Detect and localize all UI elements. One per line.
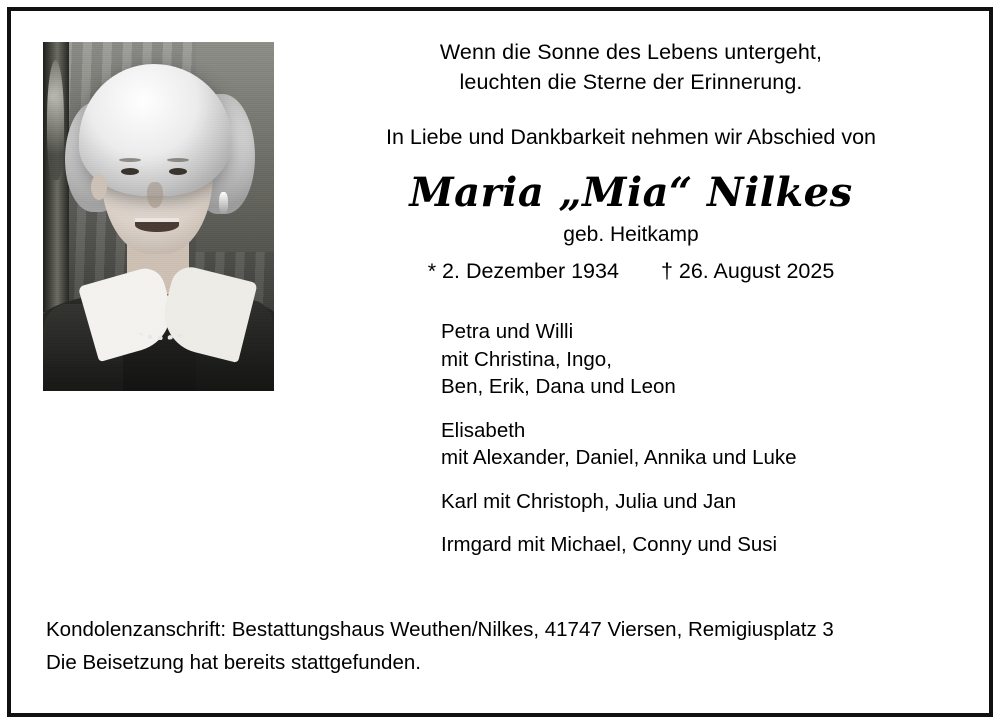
photo-grain-overlay [43, 42, 274, 391]
funeral-note: Die Beisetzung hat bereits stattgefunden. [46, 651, 421, 674]
family-line: Elisabeth [441, 418, 526, 442]
memorial-verse [301, 37, 961, 97]
family-group [441, 531, 961, 559]
family-line: Karl mit Christoph, Julia und Jan [441, 489, 737, 513]
family-list [301, 318, 961, 559]
family-line: Petra und Willi [441, 320, 574, 343]
condolence-address: Kondolenzanschrift: Bestattungshaus Weuthen/Nilkes, 41747 Viersen, Remigiusplatz 3 [46, 618, 834, 641]
footer-info [46, 613, 956, 679]
life-dates [301, 259, 961, 284]
family-line: Irmgard mit Michael, Conny und Susi [441, 533, 778, 556]
text-column [301, 37, 961, 559]
birth-date: * 2. Dezember 1934 [427, 259, 619, 283]
portrait-photo [43, 42, 274, 391]
family-group [441, 417, 961, 472]
family-group [441, 488, 961, 516]
farewell-intro: In Liebe und Dankbarkeit nehmen wir Abschied von [385, 125, 877, 149]
maiden-name: geb. Heitkamp [563, 223, 699, 246]
family-group [441, 318, 961, 401]
family-line: mit Christina, Ingo, [441, 347, 612, 371]
verse-line-2: leuchten die Sterne der Erinnerung. [459, 70, 803, 94]
deceased-name: Maria „Mia“ Nilkes [409, 169, 853, 216]
family-line: mit Alexander, Daniel, Annika und Luke [441, 446, 797, 469]
notice-content [11, 11, 989, 713]
verse-line-1: Wenn die Sonne des Lebens untergeht, [439, 40, 823, 64]
death-date: † 26. August 2025 [660, 259, 835, 283]
family-line: Ben, Erik, Dana und Leon [441, 375, 676, 398]
